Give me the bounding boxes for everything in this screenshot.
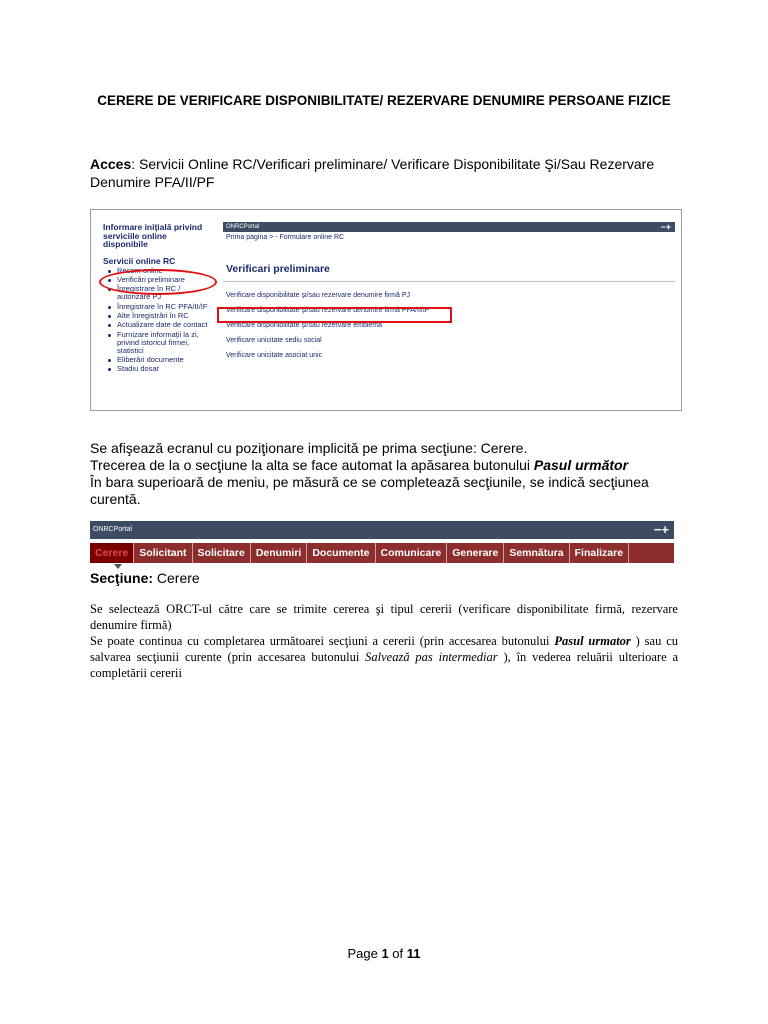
screenshot-menu-bar bbox=[90, 521, 674, 571]
tab-denumiri: Denumiri bbox=[251, 543, 308, 563]
tab-solicitant: Solicitant bbox=[134, 543, 192, 563]
section-divider bbox=[223, 281, 675, 282]
document-title: CERERE DE VERIFICARE DISPONIBILITATE/ REZERVARE DENUMIRE PERSOANE FIZICE bbox=[97, 93, 671, 108]
body-text-span: ), în vederea reluării ulterioare a completării cererii bbox=[90, 650, 678, 680]
link-unicitate-sediu: Verificare unicitate sediu social bbox=[226, 337, 322, 344]
sidebar-item: Stadiu dosar bbox=[117, 365, 213, 373]
sidebar-item: Furnizare informaţii la zi, privind istoricul firmei, statistici bbox=[117, 331, 213, 355]
of-word: of bbox=[388, 946, 407, 961]
section-heading-name: Cerere bbox=[153, 570, 200, 586]
body-paragraph-1: Se selectează ORCT-ul către care se trimite cererea şi tipul cererii (verificare disponibilitate firmă, rezervare denumire firmă) bbox=[90, 602, 678, 632]
link-verificare-pfa: Verificare disponibilitate şi/sau rezervare denumire firmă PFA/II/IF bbox=[226, 307, 430, 314]
sidebar-item: Actualizare date de contact bbox=[117, 321, 213, 329]
sidebar-item: Înregistrare în RC / autorizare PJ bbox=[117, 285, 213, 301]
para-line1-section: Cerere. bbox=[480, 440, 528, 456]
section-title: Verificari preliminare bbox=[226, 263, 330, 275]
para-line2: Trecerea de la o secţiune la alta se face automat la apăsarea butonului bbox=[90, 457, 534, 473]
breadcrumb: Prima pagina > - Formulare online RC bbox=[226, 234, 345, 241]
tab-semnatura: Semnătura bbox=[504, 543, 569, 563]
access-path: : Servicii Online RC/Verificari preliminare/ Verificare Disponibilitate Şi/Sau Rezervare Denumire PFA/II/PF bbox=[90, 156, 655, 190]
section-heading-label: Secţiune: bbox=[90, 570, 154, 586]
link-verificare-pj: Verificare disponibilitate şi/sau rezervare denumire firmă PJ bbox=[226, 292, 411, 299]
access-line bbox=[90, 155, 690, 191]
sidebar-section: Servicii online RC bbox=[103, 255, 176, 266]
para-line3: În bara superioară de meniu, pe măsură ce se completează secţiunile, se indică secţiunea curentă. bbox=[90, 474, 649, 507]
portal-bar bbox=[90, 521, 674, 539]
section-heading bbox=[90, 570, 200, 586]
body-text bbox=[90, 601, 678, 681]
body-text-span: Se poate continua cu completarea următoarei secţiuni a cererii (prin accesarea butonului bbox=[90, 634, 555, 648]
screenshot-verificari-preliminare bbox=[90, 209, 682, 411]
sidebar-item: Recom online bbox=[117, 267, 213, 275]
para-line1: Se afişează ecranul cu poziţionare implicită pe prima secţiune: bbox=[90, 440, 481, 456]
body-paragraph-2 bbox=[90, 633, 678, 681]
active-tab-indicator bbox=[114, 564, 122, 569]
portal-bar-title: ONRCPortal bbox=[93, 526, 132, 533]
page-footer bbox=[0, 946, 768, 961]
tab-generare: Generare bbox=[447, 543, 504, 563]
tab-finalizare: Finalizare bbox=[570, 543, 629, 563]
tab-comunicare: Comunicare bbox=[376, 543, 448, 563]
tab-documente: Documente bbox=[307, 543, 375, 563]
access-label: Acces bbox=[90, 156, 132, 172]
save-step-button-name: Salvează pas intermediar bbox=[365, 650, 498, 664]
portal-window-controls: −+ bbox=[660, 222, 671, 232]
intro-paragraph bbox=[90, 440, 690, 508]
portal-bar bbox=[223, 222, 675, 232]
body-text-span: ) sau cu salvarea secţiunii curente (prin accesarea butonului bbox=[90, 634, 679, 664]
page-number: 1 bbox=[381, 946, 389, 961]
para-next-step-label: Pasul următor bbox=[533, 457, 629, 473]
screenshot-sidebar bbox=[91, 210, 213, 410]
sidebar-item: Eliberări documente bbox=[117, 356, 213, 364]
portal-window-controls: −+ bbox=[653, 522, 669, 537]
tab-cerere: Cerere bbox=[90, 543, 134, 563]
portal-bar-title: ONRCPortal bbox=[226, 224, 260, 230]
link-unicitate-asociat: Verificare unicitate asociat unic bbox=[226, 352, 323, 359]
page-total: 11 bbox=[406, 946, 421, 961]
tab-solicitare: Solicitare bbox=[193, 543, 251, 563]
sidebar-heading: Informare iniţială privind serviciile online disponibile bbox=[103, 222, 203, 249]
page-word: Page bbox=[347, 946, 382, 961]
highlight-box bbox=[217, 307, 452, 323]
sidebar-item: Alte înregistrări în RC bbox=[117, 312, 213, 320]
step-menu bbox=[90, 543, 674, 563]
highlight-oval bbox=[99, 269, 217, 295]
sidebar-item: Înregistrare în RC PFA/II/IF bbox=[117, 303, 213, 311]
sidebar-item: Verificări preliminare bbox=[117, 276, 213, 284]
next-step-button-name: Pasul urmator bbox=[554, 634, 631, 648]
link-verificare-embleme: Verificare disponibilitate şi/sau rezervare emblemă bbox=[226, 322, 383, 329]
